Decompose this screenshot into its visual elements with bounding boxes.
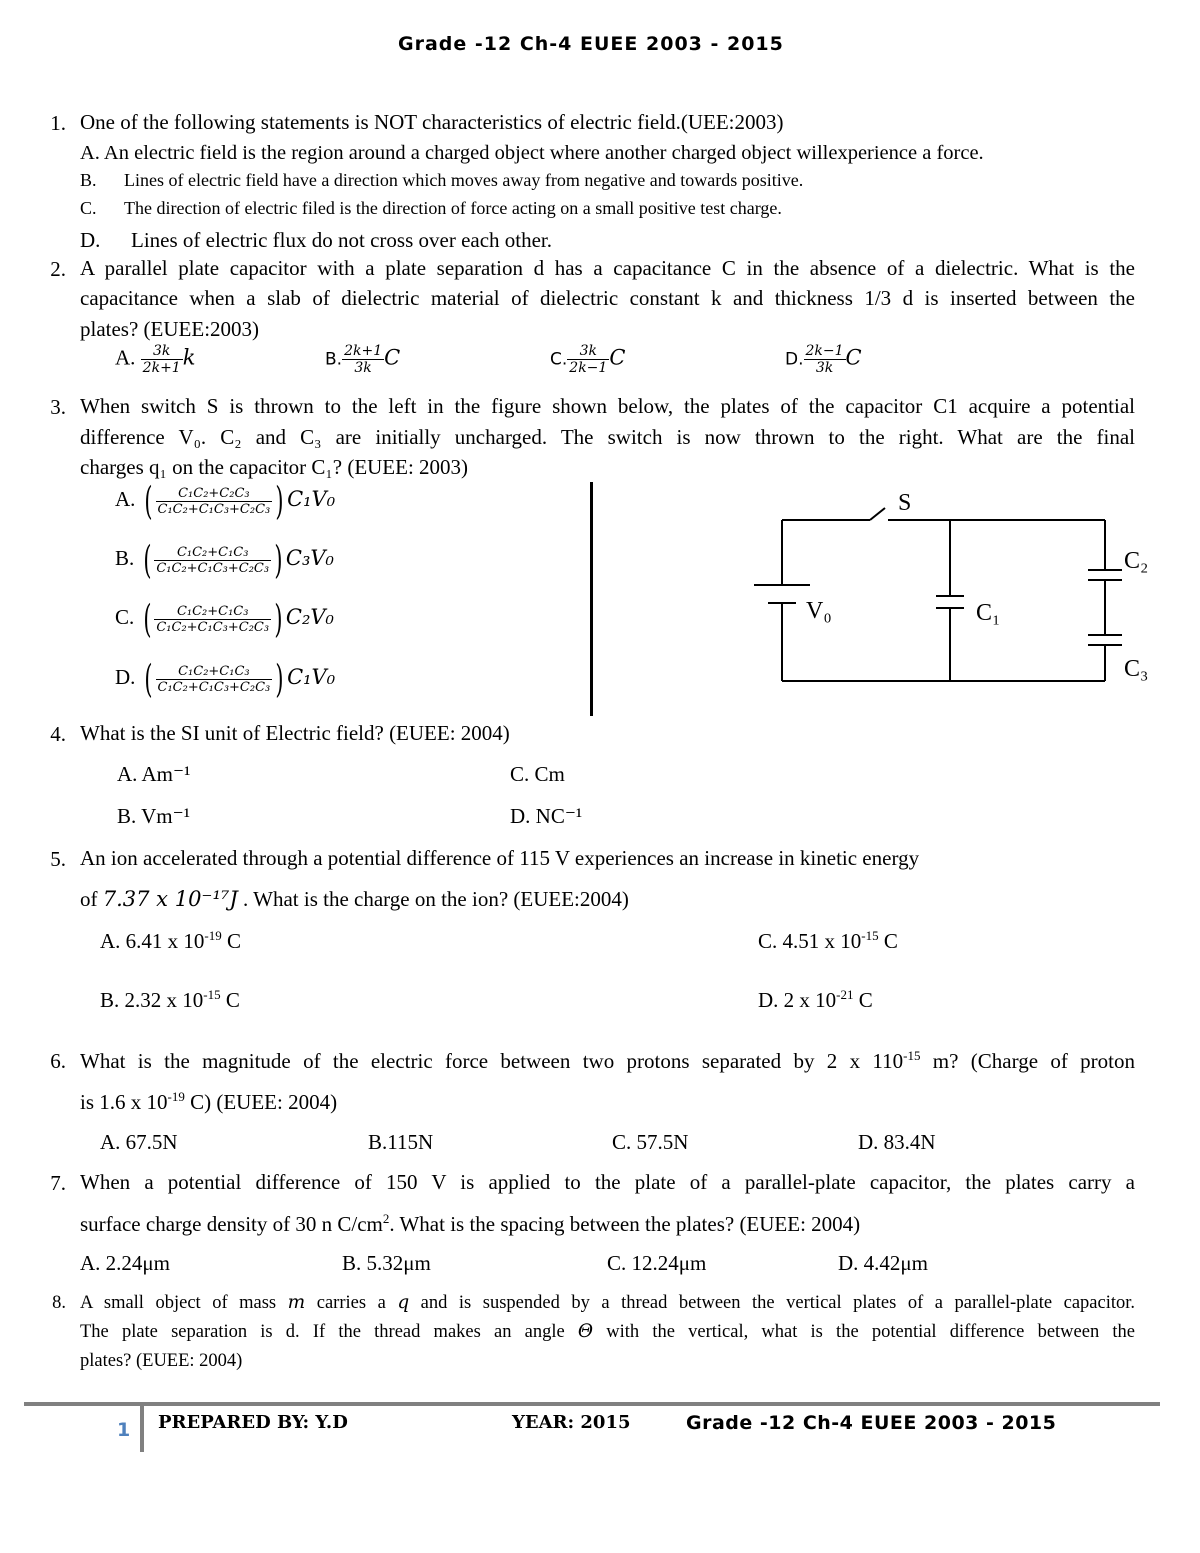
question-number: 8.: [52, 1293, 66, 1313]
right-paren: ): [274, 538, 283, 582]
question-text-line-2: [80, 1090, 337, 1114]
fraction: [156, 486, 273, 517]
energy-value: 7.37 x 10⁻¹⁷J: [102, 887, 238, 911]
option-label: A.: [115, 486, 136, 511]
fraction: [567, 343, 609, 376]
fraction: [154, 545, 271, 576]
numerator: C₁C₂+C₂C₃: [156, 486, 273, 502]
question-number: 5.: [50, 847, 66, 871]
denominator: C₁C₂+C₁C₃+C₂C₃: [157, 679, 271, 695]
question-text-line-2: difference V₀. C₂ and C₃ are initially uncharged. The switch is now thrown to the right. What are the final: [80, 425, 1135, 449]
option-a: A. Am⁻¹: [117, 762, 191, 786]
option-value: D. 2 x 10: [758, 988, 837, 1012]
left-paren: (: [144, 657, 153, 701]
page-number: 1: [117, 1419, 131, 1441]
option-d-label: D.: [80, 228, 101, 252]
numerator: C₁C₂+C₁C₃: [154, 604, 271, 620]
exponent: -15: [203, 987, 221, 1002]
option-label: C.: [115, 604, 135, 629]
option-d: [758, 988, 873, 1012]
option-label: B.: [115, 545, 135, 570]
c3-label: C₃: [1124, 656, 1149, 682]
option-b-label: B.: [80, 170, 97, 190]
option-c: C. 12.24μm: [607, 1251, 707, 1275]
fraction: [156, 664, 273, 695]
option-b: B. 5.32μm: [342, 1251, 431, 1275]
unit: C: [878, 929, 898, 953]
denominator: 2k+1: [142, 360, 181, 376]
question-number: 2.: [50, 257, 66, 281]
option-a: A. An electric field is the region around a charged object where another charged object willexperience a force.: [80, 142, 984, 164]
question-text: One of the following statements is NOT characteristics of electric field.(UEE:2003): [80, 110, 784, 134]
question-text-line-3: plates? (EUEE:2003): [80, 317, 260, 341]
page-header-title: Grade -12 Ch-4 EUEE 2003 - 2015: [398, 33, 784, 55]
option-d: D. NC⁻¹: [510, 804, 583, 828]
option-c: C. 57.5N: [612, 1130, 689, 1154]
fraction: [804, 343, 846, 376]
numerator: C₁C₂+C₁C₃: [154, 545, 271, 561]
question-text-line-1: An ion accelerated through a potential difference of 115 V experiences an increase in kinetic energy: [80, 846, 920, 870]
option-tail: C: [384, 345, 401, 370]
battery-label: V₀: [806, 598, 832, 624]
footer-year: YEAR: 2015: [512, 1412, 631, 1433]
option-tail: C: [845, 345, 862, 370]
denominator: 3k: [815, 360, 834, 376]
option-tail: k: [182, 345, 196, 370]
exponent: -19: [167, 1089, 185, 1104]
text-part: The plate separation is d. If the thread makes an angle: [80, 1322, 578, 1342]
option-tail: C₂V₀: [285, 604, 334, 629]
exponent: -15: [903, 1048, 921, 1063]
left-paren: (: [142, 538, 152, 582]
angle-symbol: Θ: [577, 1321, 594, 1342]
denominator: C₁C₂+C₁C₃+C₂C₃: [156, 619, 270, 635]
option-value: C. 4.51 x 10: [758, 929, 862, 953]
question-number: 3.: [50, 395, 66, 419]
question-text-line-3: plates? (EUEE: 2004): [80, 1351, 243, 1371]
option-c-label: C.: [80, 198, 97, 218]
option-d: D. 4.42μm: [838, 1251, 929, 1275]
column-divider: [590, 482, 593, 716]
option-value: B. 2.32 x 10: [100, 988, 204, 1012]
numerator: C₁C₂+C₁C₃: [156, 664, 273, 680]
option-d: [785, 343, 862, 376]
denominator: C₁C₂+C₁C₃+C₂C₃: [156, 560, 270, 576]
option-b: [100, 988, 240, 1012]
text-part: surface charge density of 30 n C/cm: [80, 1212, 383, 1236]
unit: C: [221, 929, 242, 953]
footer-title: Grade -12 Ch-4 EUEE 2003 - 2015: [686, 1412, 1057, 1434]
fraction: [154, 604, 271, 635]
prepared-by: PREPARED BY: Y.D: [158, 1412, 348, 1433]
question-text-line-1: [80, 1049, 1135, 1073]
question-text: What is the SI unit of Electric field? (EUEE: 2004): [80, 721, 510, 745]
option-c: [115, 597, 334, 641]
option-b: Lines of electric field have a direction which moves away from negative and towards positive.: [124, 170, 804, 190]
c1-label: C₁: [976, 600, 1001, 626]
unit: C: [853, 988, 873, 1012]
option-label: B.: [325, 349, 343, 370]
option-b: [325, 343, 400, 376]
text-part: of: [80, 887, 103, 911]
option-label: D.: [115, 664, 136, 689]
text-part: . What is the spacing between the plates? (EUEE: 2004): [389, 1212, 861, 1236]
right-paren: ): [275, 657, 284, 701]
text-part: A small object of mass: [80, 1293, 288, 1313]
option-b: [115, 538, 334, 582]
option-d: D. 83.4N: [858, 1130, 936, 1154]
left-paren: (: [142, 597, 152, 641]
option-tail: C₁V₀: [287, 486, 336, 511]
left-paren: (: [144, 479, 153, 523]
numerator: 2k−1: [805, 343, 844, 359]
option-a: A. 2.24μm: [80, 1251, 171, 1275]
charge-symbol: q: [397, 1292, 410, 1313]
question-number: 1.: [50, 111, 66, 135]
option-tail: C₃V₀: [285, 545, 334, 570]
option-a: [100, 929, 241, 953]
option-a: [115, 343, 195, 376]
text-part: is 1.6 x 10: [80, 1090, 168, 1114]
option-a: A. 67.5N: [100, 1130, 178, 1154]
question-text-line-2: capacitance when a slab of dielectric material of dielectric constant k and thickness 1/3 d is inserted between the: [80, 286, 1135, 310]
switch-label: S: [898, 490, 912, 516]
numerator: 3k: [567, 343, 609, 360]
right-paren: ): [274, 597, 283, 641]
exponent: 2: [382, 1211, 390, 1226]
option-c: [550, 343, 625, 376]
denominator: 2k−1: [569, 360, 608, 376]
option-c: C. Cm: [510, 762, 565, 786]
question-text-line-1: [80, 1293, 1135, 1313]
fraction: [141, 343, 183, 376]
question-text-line-1: When a potential difference of 150 V is applied to the plate of a parallel-plate capacitor, the plates carry a: [80, 1170, 1135, 1194]
text-part: . What is the charge on the ion? (EUEE:2004): [237, 887, 629, 911]
exponent: -19: [204, 928, 222, 943]
question-number: 4.: [50, 722, 66, 746]
option-value: A. 6.41 x 10: [100, 929, 205, 953]
exponent: -21: [836, 987, 854, 1002]
question-text-line-2: [80, 1322, 1135, 1342]
question-text-line-2: [80, 1212, 860, 1236]
option-label: D.: [785, 349, 804, 370]
question-text-line-2: [80, 888, 629, 911]
denominator: C₁C₂+C₁C₃+C₂C₃: [157, 501, 271, 517]
mass-symbol: m: [287, 1292, 306, 1313]
question-text-line-3: charges q₁ on the capacitor C₁? (EUEE: 2003): [80, 455, 469, 479]
text-part: m? (Charge of proton: [920, 1049, 1136, 1073]
c2-label: C₂: [1124, 548, 1149, 574]
question-number: 6.: [50, 1049, 66, 1073]
option-tail: C₁V₀: [287, 664, 336, 689]
footer-rule: [24, 1402, 1160, 1406]
question-text-line-1: When switch S is thrown to the left in the figure shown below, the plates of the capacitor C1 acquire a potential: [80, 394, 1135, 418]
denominator: 3k: [354, 360, 372, 376]
option-b: B. Vm⁻¹: [117, 804, 191, 828]
option-tail: C: [609, 345, 626, 370]
text-part: carries a: [305, 1293, 398, 1313]
unit: C: [220, 988, 240, 1012]
exponent: -15: [861, 928, 879, 943]
option-label: A.: [115, 345, 136, 370]
option-d: Lines of electric flux do not cross over each other.: [131, 228, 553, 252]
option-label: C.: [550, 349, 568, 370]
option-b: B.115N: [368, 1130, 434, 1154]
text-part: with the vertical, what is the potential difference between the: [593, 1322, 1135, 1342]
numerator: 3k: [141, 343, 183, 360]
text-part: C) (EUEE: 2004): [184, 1090, 338, 1114]
option-c: The direction of electric filed is the direction of force acting on a small positive test charge.: [124, 198, 782, 218]
circuit-diagram: [740, 480, 1170, 700]
right-paren: ): [275, 479, 284, 523]
text-part: What is the magnitude of the electric force between two protons separated by 2 x 110: [80, 1049, 904, 1073]
numerator: 2k+1: [344, 343, 383, 359]
fraction: [342, 343, 384, 376]
question-text-line-1: A parallel plate capacitor with a plate separation d has a capacitance C in the absence of a dielectric. What is the: [80, 256, 1135, 280]
text-part: and is suspended by a thread between the vertical plates of a parallel-plate capacitor.: [409, 1293, 1135, 1313]
footer-divider: [140, 1406, 144, 1452]
option-c: [758, 929, 898, 953]
question-number: 7.: [50, 1171, 66, 1195]
option-d: [115, 657, 336, 701]
option-a: [115, 479, 336, 523]
